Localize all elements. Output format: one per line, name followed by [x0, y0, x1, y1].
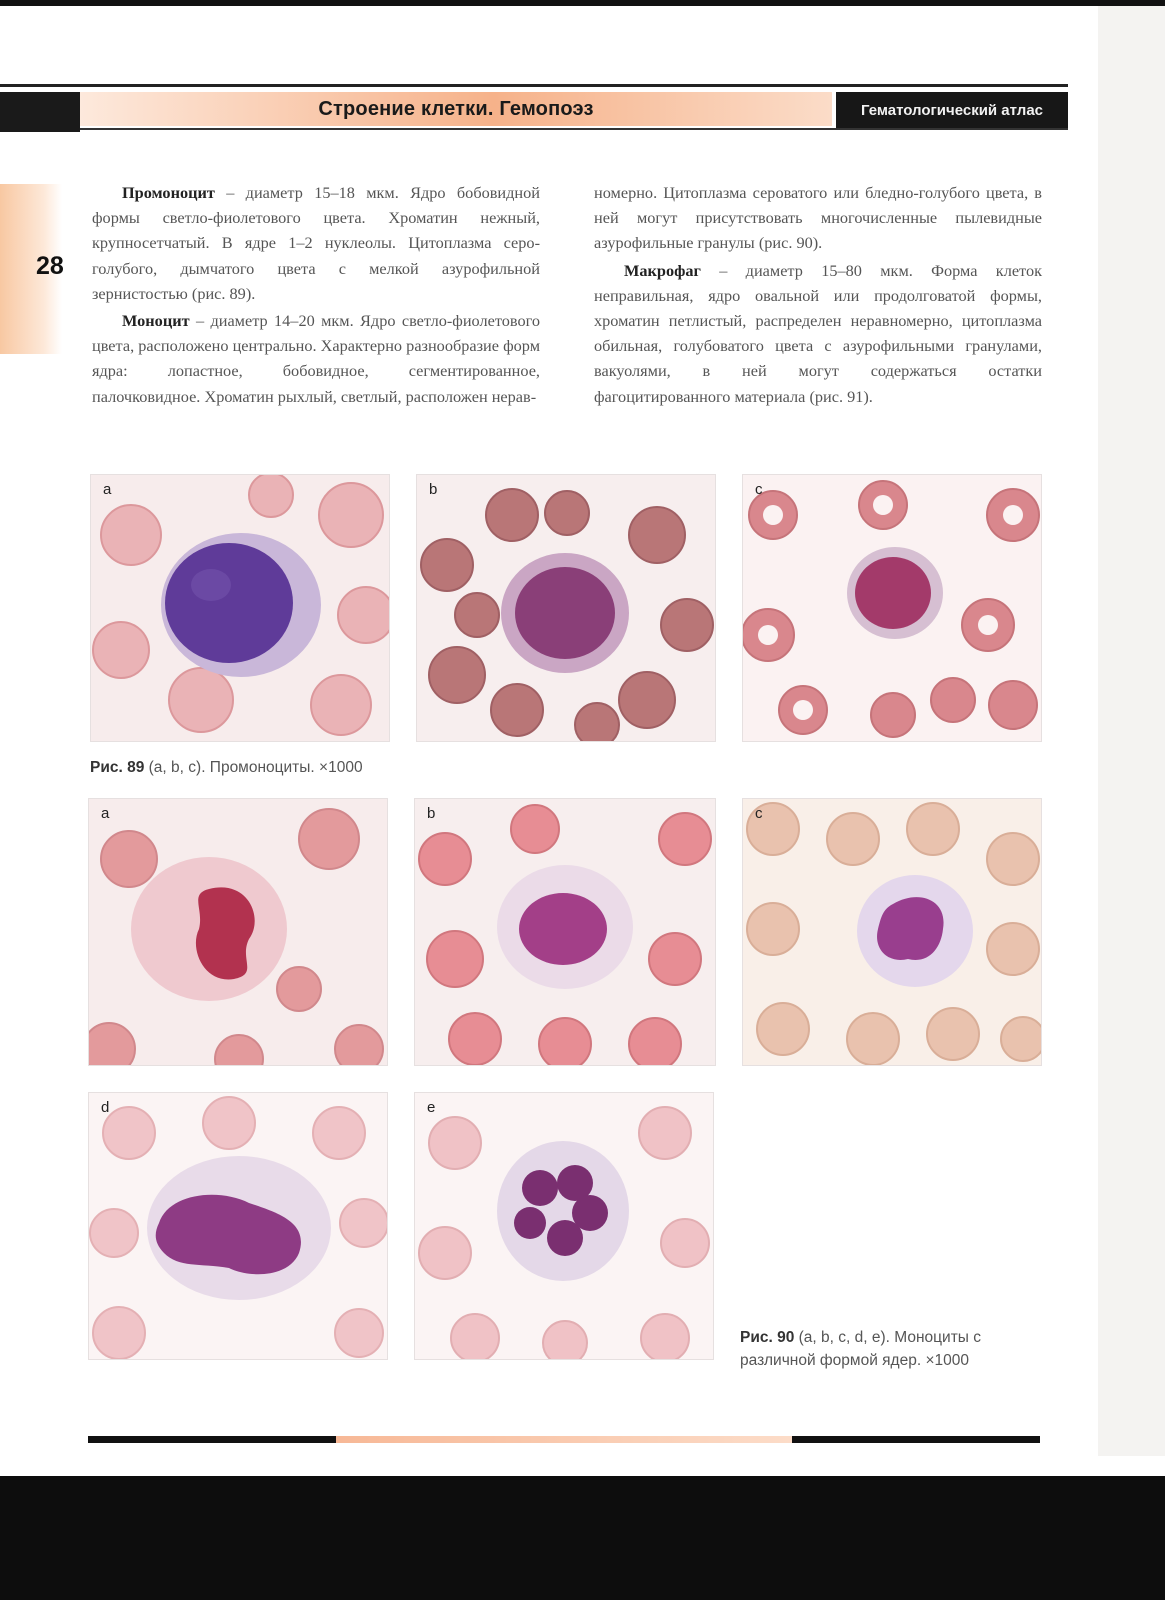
scan-top-edge [0, 0, 1165, 6]
paragraph-promonocyte [92, 180, 540, 306]
caption-text: (a, b, c, d, e). Моноциты с различной формой ядер. ×1000 [740, 1329, 981, 1369]
term-promonocyte: Промоноцит [122, 183, 215, 202]
micrograph-89b [416, 474, 716, 742]
term-monocyte: Моноцит [122, 311, 190, 331]
micrograph-90c [742, 798, 1042, 1066]
panel-label-b: b [427, 805, 436, 822]
text-column-right [594, 180, 1042, 409]
paragraph-monocyte [92, 308, 540, 409]
micrograph-image [415, 1093, 713, 1359]
micrograph-90a [88, 798, 388, 1066]
micrograph-90e [414, 1092, 714, 1360]
paragraph-body: – диаметр 15–18 мкм. Ядро бобовидной формы светло-фиолетового цвета. Хроматин нежный, крупносетчатый. В ядре 1–2 нуклеолы. Цитоплазма серо-голубого, дымчатого цвета с мелкой азурофильной зернистостью (рис. 89). [92, 183, 540, 303]
panel-label-c: c [755, 481, 763, 498]
panel-label-a: a [101, 805, 110, 822]
micrograph-image [89, 1093, 387, 1359]
figure-89-caption [90, 756, 363, 779]
scan-right-gutter [1098, 6, 1165, 1456]
footer-bar-right [792, 1436, 1040, 1443]
figure-90-caption [740, 1326, 1040, 1372]
footer-bar-left [88, 1436, 336, 1443]
header-left-block [0, 92, 80, 132]
page-number: 28 [36, 252, 64, 280]
micrograph-89c [742, 474, 1042, 742]
panel-label-e: e [427, 1099, 436, 1116]
text-column-left [92, 180, 540, 409]
panel-label-a: a [103, 481, 112, 498]
micrograph-image [89, 799, 387, 1065]
micrograph-90d [88, 1092, 388, 1360]
micrograph-90b [414, 798, 716, 1066]
micrograph-image [91, 475, 389, 741]
micrograph-image [743, 799, 1041, 1065]
header-underline [80, 128, 1068, 130]
caption-label: Рис. 89 [90, 759, 145, 776]
caption-label: Рис. 90 [740, 1329, 795, 1346]
caption-text: (a, b, c). Промоноциты. ×1000 [144, 759, 363, 776]
section-title: Строение клетки. Гемопоэз [318, 98, 594, 120]
paragraph-body: – диаметр 15–80 мкм. Форма клеток неправильная, ядро овальной или продолговатой формы, хроматин петлистый, распределен неравномерно, цитоплазма обильная, голубоватого цвета с азурофильными гранулами, вакуолями, в ней могут содержаться остатки фагоцитированного материала (рис. 91). [594, 260, 1042, 406]
micrograph-image [417, 475, 715, 741]
micrograph-image [415, 799, 715, 1065]
micrograph-image [743, 475, 1041, 741]
paragraph-monocyte-continued [594, 180, 1042, 256]
scan-bottom-edge [0, 1476, 1165, 1600]
panel-label-b: b [429, 481, 438, 498]
panel-label-d: d [101, 1099, 110, 1116]
paragraph-macrophage [594, 258, 1042, 409]
header-rule [0, 84, 1068, 87]
term-macrophage: Макрофаг [624, 260, 701, 280]
paragraph-body: номерно. Цитоплазма сероватого или бледно-голубого цвета, в ней могут присутствовать многочисленные пылевидные азурофильные гранулы (рис. 90). [594, 183, 1042, 253]
footer-bar-orange [336, 1436, 792, 1443]
micrograph-89a [90, 474, 390, 742]
paragraph-body: – диаметр 14–20 мкм. Ядро светло-фиолетового цвета, расположено центрально. Характерно разнообразие форм ядра: лопастное, бобовидное, сегментированное, палочковидное. Хроматин рыхлый, светлый, расположен нерав- [92, 311, 540, 406]
book-title: Гематологический атлас [836, 92, 1068, 130]
panel-label-c: c [755, 805, 763, 822]
